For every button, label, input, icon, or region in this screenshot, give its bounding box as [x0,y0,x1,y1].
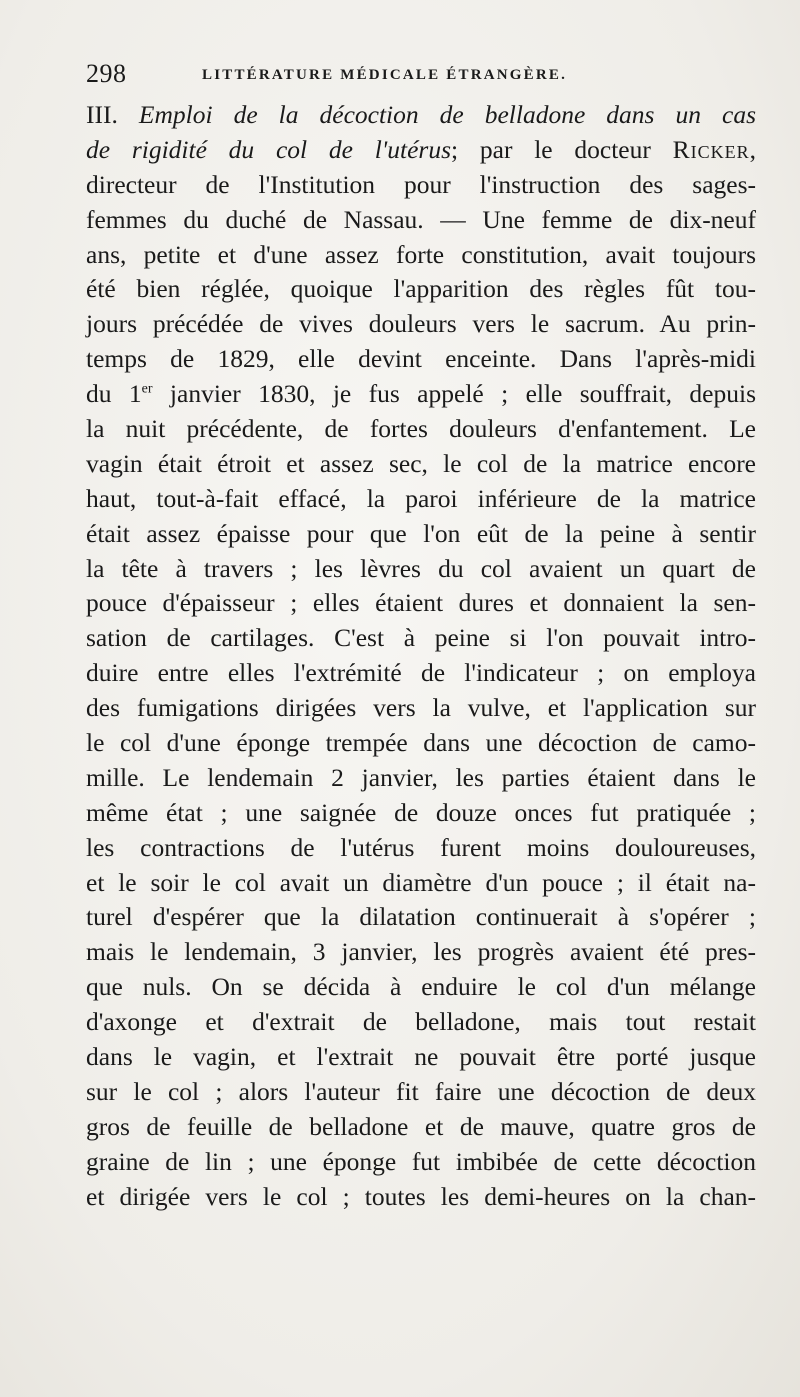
text-line [86,377,756,412]
text-line: et le soir le col avait un diamètre d'un pouce ; il était na- [86,867,756,897]
text-line: était assez épaisse pour que l'on eût de la peine à sentir [86,518,756,548]
text-line: graine de lin ; une éponge fut imbibée de cette décoction [86,1146,756,1176]
page-number: 298 [86,59,127,88]
text-line: même état ; une saignée de douze onces fut pratiquée ; [86,797,756,827]
running-head [86,58,726,90]
text-line: la nuit précédente, de fortes douleurs d'enfantement. Le [86,414,756,444]
text-line: temps de 1829, elle devint enceinte. Dans l'après-midi [86,344,756,374]
text-line: les contractions de l'utérus furent moins douloureuses, [86,832,756,862]
byline-punctuation: , [749,134,756,164]
text-line: sur le col ; alors l'auteur fit faire une décoction de deux [86,1076,756,1106]
text-line: mille. Le lendemain 2 janvier, les parties étaient dans le [86,762,756,792]
text-line: gros de feuille de belladone et de mauve, quatre gros de [86,1111,756,1141]
text-line: dans le vagin, et l'extrait ne pouvait être porté jusque [86,1042,756,1072]
text-line: turel d'espérer que la dilatation continuerait à s'opérer ; [86,902,756,932]
text-line: des fumigations dirigées vers la vulve, et l'application sur [86,693,756,723]
author-name: Ricker [672,134,750,164]
text-line: haut, tout-à-fait effacé, la paroi inférieure de la matrice [86,483,756,513]
text-line: d'axonge et d'extrait de belladone, mais tout restait [86,1007,756,1037]
section-numeral: III. [86,100,118,129]
article-body [86,98,756,1215]
text-line: ans, petite et d'une assez forte constitution, avait toujours [86,239,756,269]
text-line: que nuls. On se décida à enduire le col d'un mélange [86,972,756,1002]
text-line: vagin était étroit et assez sec, le col de la matrice encore [86,448,756,478]
text-line [86,133,756,168]
byline-text: ; par le docteur [451,134,673,164]
article-title-continued: de rigidité du col de l'utérus [86,134,452,164]
text-line: jours précédée de vives douleurs vers le sacrum. Au prin- [86,309,756,339]
date-text: du 1 [86,379,142,409]
text-line: sation de cartilages. C'est à peine si l'on pouvait intro- [86,623,756,653]
text-line: duire entre elles l'extrémité de l'indicateur ; on employa [86,658,756,688]
text-line: la tête à travers ; les lèvres du col avaient un quart de [86,553,756,583]
text-line: le col d'une éponge trempée dans une décoction de camo- [86,728,756,758]
article-title: Emploi de la décoction de belladone dans un cas [138,100,757,129]
text-continued: janvier 1830, je fus appelé ; elle souffrait, depuis [152,379,757,409]
text-line: été bien réglée, quoique l'apparition des règles fût tou- [86,274,756,304]
text-line: pouce d'épaisseur ; elles étaient dures et donnaient la sen- [86,588,756,618]
text-line [86,98,756,133]
ordinal-superscript: er [141,381,153,397]
text-line: directeur de l'Institution pour l'instruction des sages- [86,169,756,199]
text-line: femmes du duché de Nassau. — Une femme de dix-neuf [86,204,756,234]
text-line: mais le lendemain, 3 janvier, les progrès avaient été pres- [86,937,756,967]
text-line: et dirigée vers le col ; toutes les demi-heures on la chan- [86,1181,756,1211]
running-title: LITTÉRATURE MÉDICALE ÉTRANGÈRE. [202,67,568,83]
